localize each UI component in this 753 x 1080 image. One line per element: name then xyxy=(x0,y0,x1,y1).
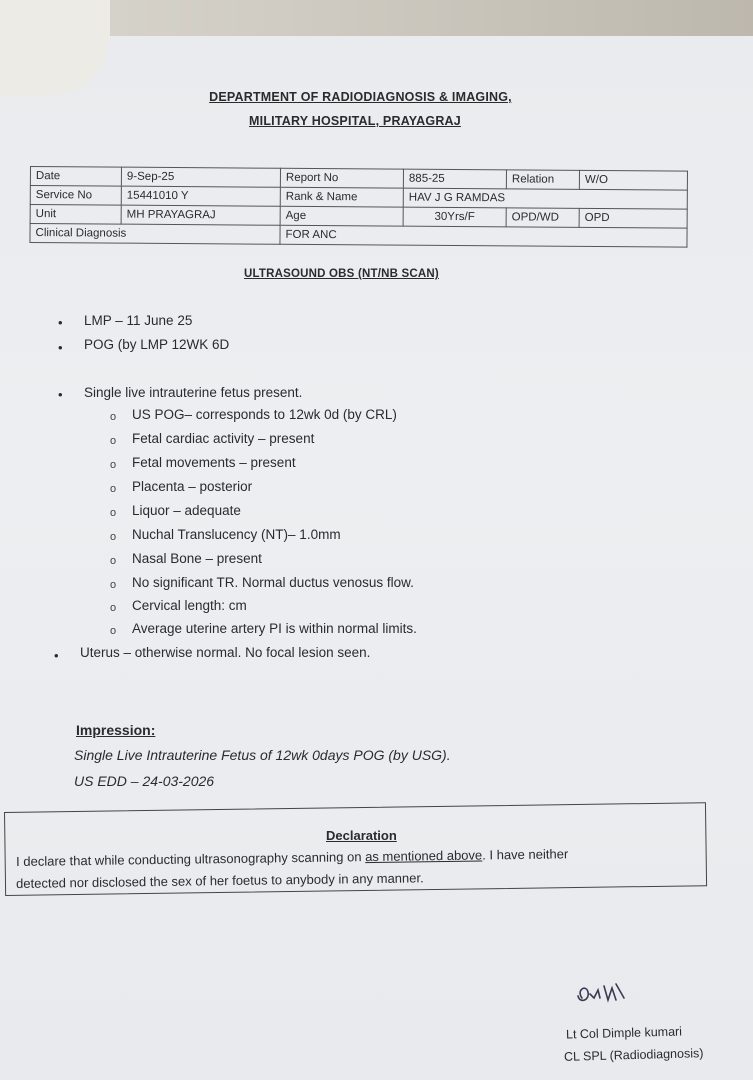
bullet-icon: • xyxy=(54,648,59,663)
report-title: ULTRASOUND OBS (NT/NB SCAN) xyxy=(244,268,439,280)
bullet-icon: • xyxy=(58,340,63,355)
circle-bullet-icon: o xyxy=(110,555,117,567)
service-no-label: Service No xyxy=(30,186,121,206)
opd-wd-label: OPD/WD xyxy=(506,208,579,228)
finding-item: Placenta – posterior xyxy=(132,479,253,494)
declaration-heading: Declaration xyxy=(326,828,397,843)
finding-item: Fetal cardiac activity – present xyxy=(132,431,315,446)
declaration-text: I declare that while conducting ultrasonography scanning on xyxy=(16,849,366,869)
uterus-text: Uterus – otherwise normal. No focal lesion seen. xyxy=(80,645,371,660)
date-label: Date xyxy=(30,167,121,187)
finding-item: Average uterine artery PI is within normal limits. xyxy=(132,621,417,636)
finding-item: US POG– corresponds to 12wk 0d (by CRL) xyxy=(132,407,397,422)
relation-value: W/O xyxy=(579,170,687,190)
department-title: DEPARTMENT OF RADIODIAGNOSIS & IMAGING, xyxy=(209,90,512,104)
hospital-title: MILITARY HOSPITAL, PRAYAGRAJ xyxy=(249,114,461,128)
relation-label: Relation xyxy=(506,170,579,190)
lmp-text: LMP – 11 June 25 xyxy=(84,313,193,328)
age-label: Age xyxy=(280,206,403,226)
circle-bullet-icon: o xyxy=(110,507,117,519)
bullet-icon: • xyxy=(58,387,63,402)
finding-item: Liquor – adequate xyxy=(132,503,241,518)
report-no-label: Report No xyxy=(280,168,403,188)
date-value: 9-Sep-25 xyxy=(121,167,280,187)
edd-line: US EDD – 24-03-2026 xyxy=(74,773,215,789)
circle-bullet-icon: o xyxy=(110,411,117,423)
finding-item: Nuchal Translucency (NT)– 1.0mm xyxy=(132,527,341,542)
bullet-icon: • xyxy=(58,315,63,330)
clinical-diagnosis-label: Clinical Diagnosis xyxy=(30,224,280,245)
finding-main: Single live intrauterine fetus present. xyxy=(84,385,303,400)
rank-name-value: HAV J G RAMDAS xyxy=(403,188,687,209)
circle-bullet-icon: o xyxy=(110,602,117,614)
age-value: 30Yrs/F xyxy=(403,207,506,227)
circle-bullet-icon: o xyxy=(110,483,117,495)
clinical-diagnosis-value: FOR ANC xyxy=(280,225,687,247)
finding-item: Nasal Bone – present xyxy=(132,551,262,566)
pog-text: POG (by LMP 12WK 6D xyxy=(84,337,230,352)
impression-heading: Impression: xyxy=(76,722,156,738)
unit-label: Unit xyxy=(30,205,121,225)
signer-name: Lt Col Dimple kumari xyxy=(565,1024,683,1042)
circle-bullet-icon: o xyxy=(110,459,117,471)
rank-name-label: Rank & Name xyxy=(280,187,403,207)
declaration-underlined-text: as mentioned above xyxy=(365,847,483,865)
declaration-text: . I have neither xyxy=(482,846,569,863)
table-row xyxy=(30,224,687,248)
declaration-line-2: detected nor disclosed the sex of her foetus to anybody in any manner. xyxy=(16,870,424,891)
finding-item: Cervical length: cm xyxy=(132,598,247,613)
finding-item: No significant TR. Normal ductus venosus flow. xyxy=(132,575,414,590)
circle-bullet-icon: o xyxy=(110,579,117,591)
finding-item: Fetal movements – present xyxy=(132,455,296,470)
service-no-value: 15441010 Y xyxy=(121,186,280,206)
opd-wd-value: OPD xyxy=(579,208,687,228)
circle-bullet-icon: o xyxy=(110,435,117,447)
unit-value: MH PRAYAGRAJ xyxy=(121,205,280,225)
signer-title: CL SPL (Radiodiagnosis) xyxy=(563,1046,704,1064)
report-no-value: 885-25 xyxy=(403,169,506,189)
impression-line: Single Live Intrauterine Fetus of 12wk 0days POG (by USG). xyxy=(74,747,451,763)
circle-bullet-icon: o xyxy=(110,531,117,543)
signature-mark xyxy=(572,978,632,1012)
patient-info-table xyxy=(29,166,688,248)
circle-bullet-icon: o xyxy=(110,625,117,637)
